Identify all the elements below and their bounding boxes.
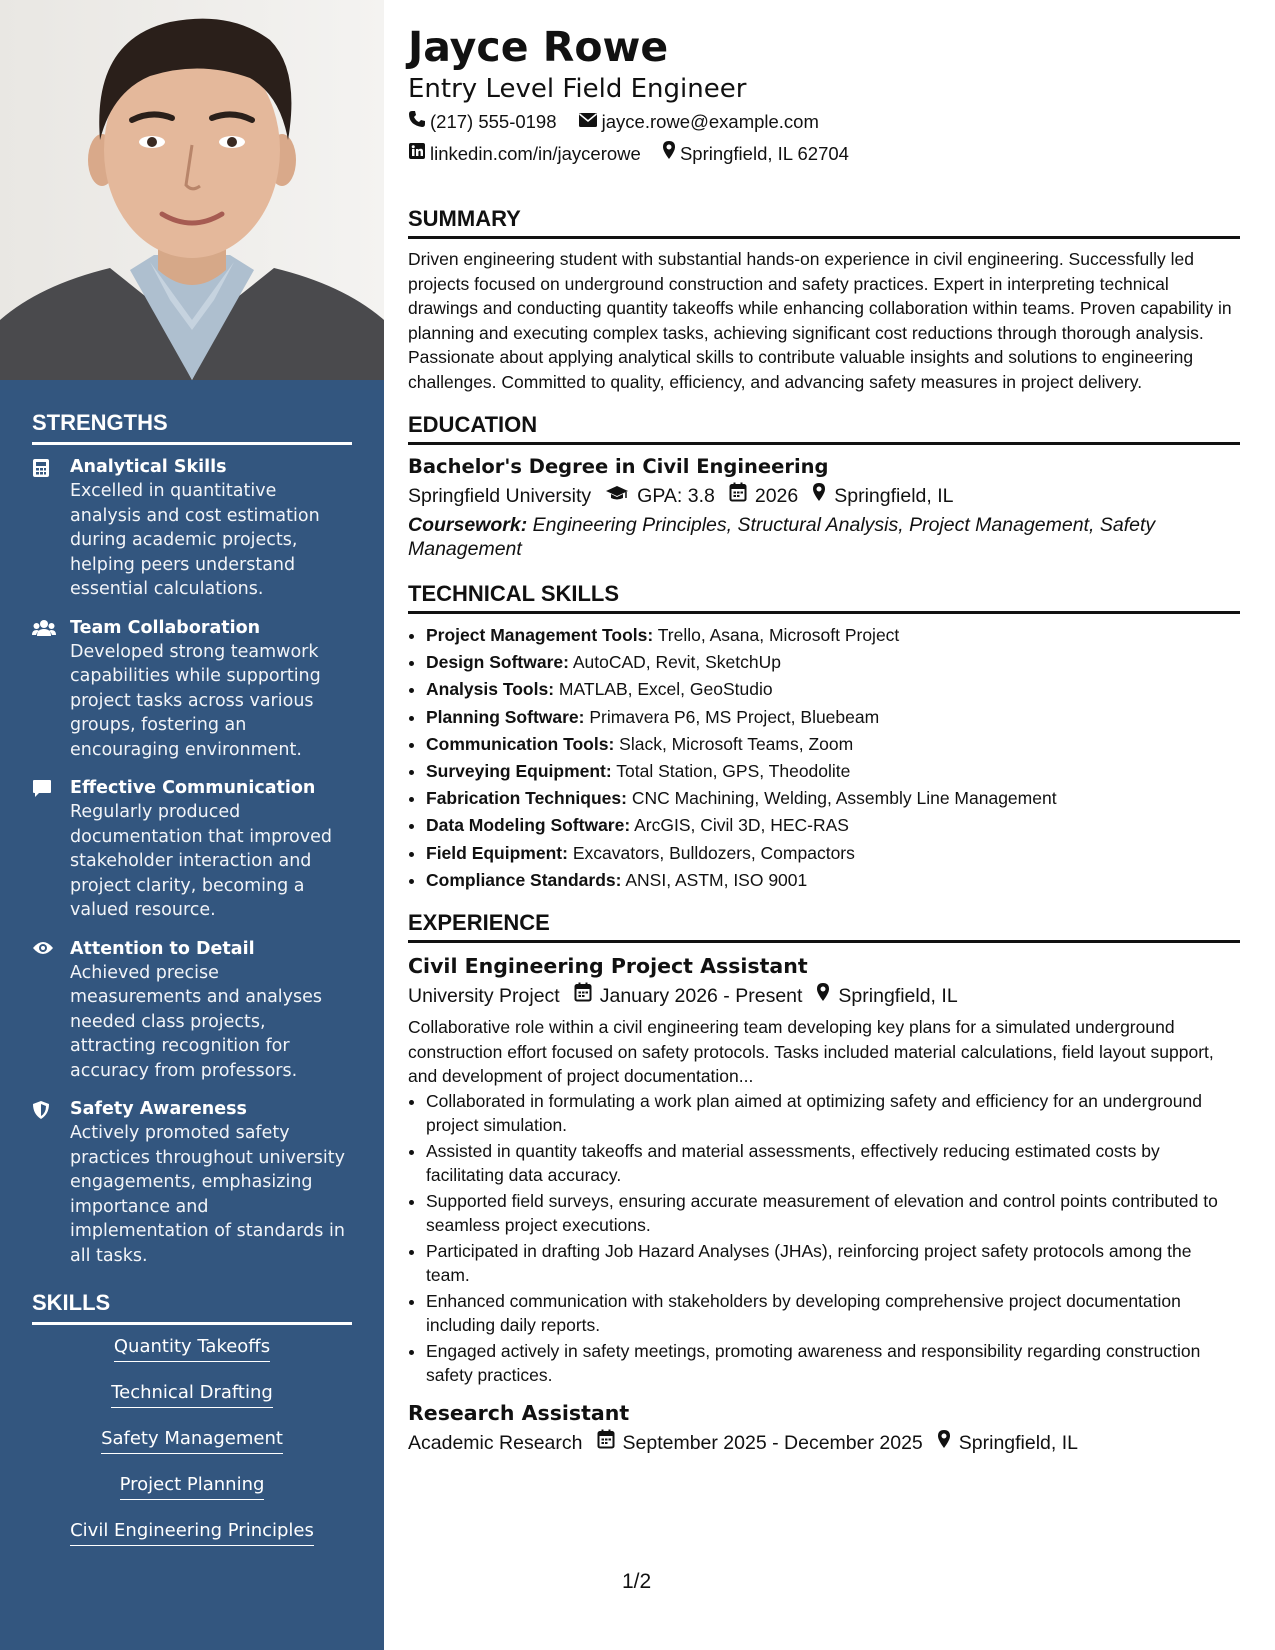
skill-label: Quantity Takeoffs: [114, 1335, 270, 1362]
skill-values: Total Station, GPS, Theodolite: [616, 761, 851, 782]
location-text: Springfield, IL 62704: [679, 143, 849, 164]
graduation-year: 2026: [754, 485, 799, 507]
list-item: [426, 840, 1240, 867]
gpa-value: GPA: 3.8: [637, 485, 715, 507]
job-dates-item: [597, 1428, 923, 1458]
location-contact: [662, 138, 849, 170]
calendar-icon: [729, 481, 755, 511]
page-number: 1/2: [622, 1570, 652, 1593]
summary-text: Driven engineering student with substantial hands-on experience in civil engineering. Successfully led projects focused on underground construction and safety practices. Expert in interpreting technical drawings and conducting quantity takeoffs while enhancing collaboration within teams. Proven capability in planning and executing complex tasks, achieving significant cost reductions through thorough analysis. Passionate about applying analytical skills to contribute valuable insights and solutions to engineering challenges. Committed to quality, efficiency, and advancing safety measures in project delivery.: [408, 249, 1232, 392]
skill-values: Trello, Asana, Microsoft Project: [657, 625, 900, 645]
envelope-icon: [578, 106, 602, 138]
skill-category: Data Modeling Software:: [426, 815, 631, 836]
job-meta: [408, 981, 1240, 1011]
skill-values: Excavators, Bulldozers, Compactors: [572, 842, 855, 863]
calendar-icon: [597, 1428, 623, 1458]
main-content: [408, 22, 1240, 1458]
list-item: [426, 867, 1240, 894]
job-title: Entry Level Field Engineer: [408, 74, 747, 104]
list-item: [426, 731, 1240, 758]
eye-icon: [32, 937, 70, 1084]
profile-photo: [0, 0, 384, 380]
job-location-item: [816, 981, 957, 1011]
list-item: • Participated in drafting Job Hazard Analyses (JHAs), reinforcing project safety protocols among the team.: [426, 1239, 1240, 1288]
skill-category: Compliance Standards:: [426, 869, 622, 890]
calculator-icon: [32, 455, 70, 602]
shield-icon: [32, 1097, 70, 1268]
linkedin-url[interactable]: linkedin.com/in/jaycerowe: [430, 143, 641, 164]
list-item: [426, 676, 1240, 703]
skills-heading: SKILLS: [32, 1290, 352, 1325]
skill-label: Safety Management: [101, 1427, 283, 1454]
coursework-label: Coursework:: [408, 514, 528, 536]
skill-category: Fabrication Techniques:: [426, 788, 627, 809]
skill-category: Communication Tools:: [426, 733, 615, 754]
list-item: [426, 812, 1240, 839]
list-item: • Assisted in quantity takeoffs and material assessments, effectively reducing estimated costs by facilitating data accuracy.: [426, 1139, 1240, 1188]
sidebar: [0, 0, 384, 1650]
list-item: [426, 758, 1240, 785]
strength-title: Analytical Skills: [70, 457, 227, 477]
job-title: Research Assistant: [408, 1400, 630, 1425]
skill-values: Slack, Microsoft Teams, Zoom: [619, 733, 854, 754]
job-location-item: [937, 1428, 1078, 1458]
job-dates: September 2025 - December 2025: [622, 1431, 923, 1454]
job-location: Springfield, IL: [958, 1431, 1079, 1454]
coursework-list: Engineering Principles, Structural Analysis, Project Management, Safety Management: [408, 514, 1156, 560]
coursework: [408, 513, 1240, 561]
strength-description: Regularly produced documentation that improved stakeholder interaction and project clarity, becoming a valued resource.: [70, 802, 332, 920]
year-item: [729, 481, 798, 511]
email-contact[interactable]: [578, 106, 819, 138]
skill-category: Analysis Tools:: [426, 679, 555, 700]
gpa-item: [605, 481, 715, 511]
experience-heading: EXPERIENCE: [408, 910, 1240, 943]
job-entry: [408, 951, 1240, 1388]
strength-item: [32, 937, 352, 1084]
job-location: Springfield, IL: [838, 985, 958, 1008]
candidate-name: Jayce Rowe: [408, 23, 669, 71]
linkedin-contact[interactable]: [408, 138, 641, 170]
skill-item: [32, 1381, 352, 1408]
job-entry: [408, 1398, 1240, 1458]
skill-category: Planning Software:: [426, 706, 585, 727]
skill-label: Civil Engineering Principles: [70, 1519, 314, 1546]
strength-description: Actively promoted safety practices throughout university engagements, emphasizing importance and implementation of standards in all tasks.: [70, 1123, 345, 1266]
skill-values: AutoCAD, Revit, SketchUp: [572, 652, 781, 673]
school-name: Springfield University: [408, 485, 592, 507]
skill-category: Project Management Tools:: [426, 625, 654, 645]
education-location-text: Springfield, IL: [834, 485, 954, 507]
strength-description: Developed strong teamwork capabilities while supporting project tasks across various groups, fostering an encouraging environment.: [70, 641, 321, 760]
list-item: • Enhanced communication with stakeholders by developing comprehensive project documentation including daily reports.: [426, 1289, 1240, 1338]
technical-skills-heading: TECHNICAL SKILLS: [408, 581, 1240, 614]
skill-values: CNC Machining, Welding, Assembly Line Management: [631, 788, 1057, 809]
job-dates: January 2026 - Present: [599, 985, 803, 1008]
email-address[interactable]: jayce.rowe@example.com: [601, 111, 819, 132]
contact-info: [408, 106, 1240, 170]
summary-heading: SUMMARY: [408, 206, 1240, 239]
graduation-cap-icon: [605, 481, 637, 511]
strength-item: [32, 1097, 352, 1268]
degree-title: Bachelor's Degree in Civil Engineering: [408, 455, 829, 478]
linkedin-icon: [408, 138, 430, 170]
job-dates-item: [574, 981, 803, 1011]
calendar-icon: [574, 981, 600, 1011]
job-meta: [408, 1428, 1240, 1458]
education-meta: [408, 481, 1240, 511]
users-icon: [32, 616, 70, 763]
skill-item: [32, 1519, 352, 1546]
list-item: [426, 622, 1240, 649]
comment-icon: [32, 776, 70, 923]
map-pin-icon: [816, 981, 838, 1011]
list-item: [426, 649, 1240, 676]
skill-label: Project Planning: [120, 1473, 265, 1500]
skill-item: [32, 1473, 352, 1500]
list-item: • Engaged actively in safety meetings, promoting awareness and responsibility regarding construction safety practices.: [426, 1339, 1240, 1388]
list-item: [426, 785, 1240, 812]
strength-description: Excelled in quantitative analysis and cost estimation during academic projects, helping peers understand essential calculations.: [70, 481, 320, 599]
skill-category: Design Software:: [426, 652, 569, 673]
strength-description: Achieved precise measurements and analyses needed class projects, attracting recognition for accuracy from professors.: [70, 962, 323, 1081]
skill-label: Technical Drafting: [111, 1381, 273, 1408]
job-organization: Academic Research: [408, 1431, 583, 1454]
strength-item: [32, 616, 352, 763]
strength-item: [32, 455, 352, 602]
skill-item: [32, 1427, 352, 1454]
map-pin-icon: [662, 138, 680, 170]
skill-values: Primavera P6, MS Project, Bluebeam: [589, 706, 880, 727]
phone-icon: [408, 106, 430, 138]
strength-item: [32, 776, 352, 923]
strengths-heading: STRENGTHS: [32, 410, 352, 445]
strength-title: Safety Awareness: [70, 1099, 247, 1119]
map-pin-icon: [937, 1428, 959, 1458]
skill-values: ANSI, ASTM, ISO 9001: [625, 869, 808, 890]
list-item: • Collaborated in formulating a work plan aimed at optimizing safety and efficiency for an underground project simulation.: [426, 1089, 1240, 1138]
list-item: [426, 704, 1240, 731]
job-title: Civil Engineering Project Assistant: [408, 954, 808, 979]
education-heading: EDUCATION: [408, 412, 1240, 445]
phone-contact: [408, 106, 557, 138]
education-location: [812, 481, 953, 511]
strength-title: Attention to Detail: [70, 938, 255, 959]
skill-values: ArcGIS, Civil 3D, HEC-RAS: [634, 815, 849, 836]
strength-title: Effective Communication: [70, 778, 316, 798]
map-pin-icon: [812, 481, 834, 511]
skill-values: MATLAB, Excel, GeoStudio: [558, 679, 773, 700]
technical-skills-list: [408, 622, 1240, 894]
skill-category: Surveying Equipment:: [426, 761, 612, 782]
job-description: Collaborative role within a civil engineering team developing key plans for a simulated underground construction effort focused on safety protocols. Tasks included material calculations, field layout support, and development of project documentation...: [408, 1017, 1214, 1087]
skill-category: Field Equipment:: [426, 842, 568, 863]
job-bullets: [408, 1089, 1240, 1388]
list-item: • Supported field surveys, ensuring accurate measurement of elevation and control points contributed to seamless project executions.: [426, 1189, 1240, 1238]
job-organization: University Project: [408, 985, 560, 1008]
strength-title: Team Collaboration: [70, 617, 261, 638]
phone-number: (217) 555-0198: [430, 111, 557, 132]
skill-item: [32, 1335, 352, 1362]
